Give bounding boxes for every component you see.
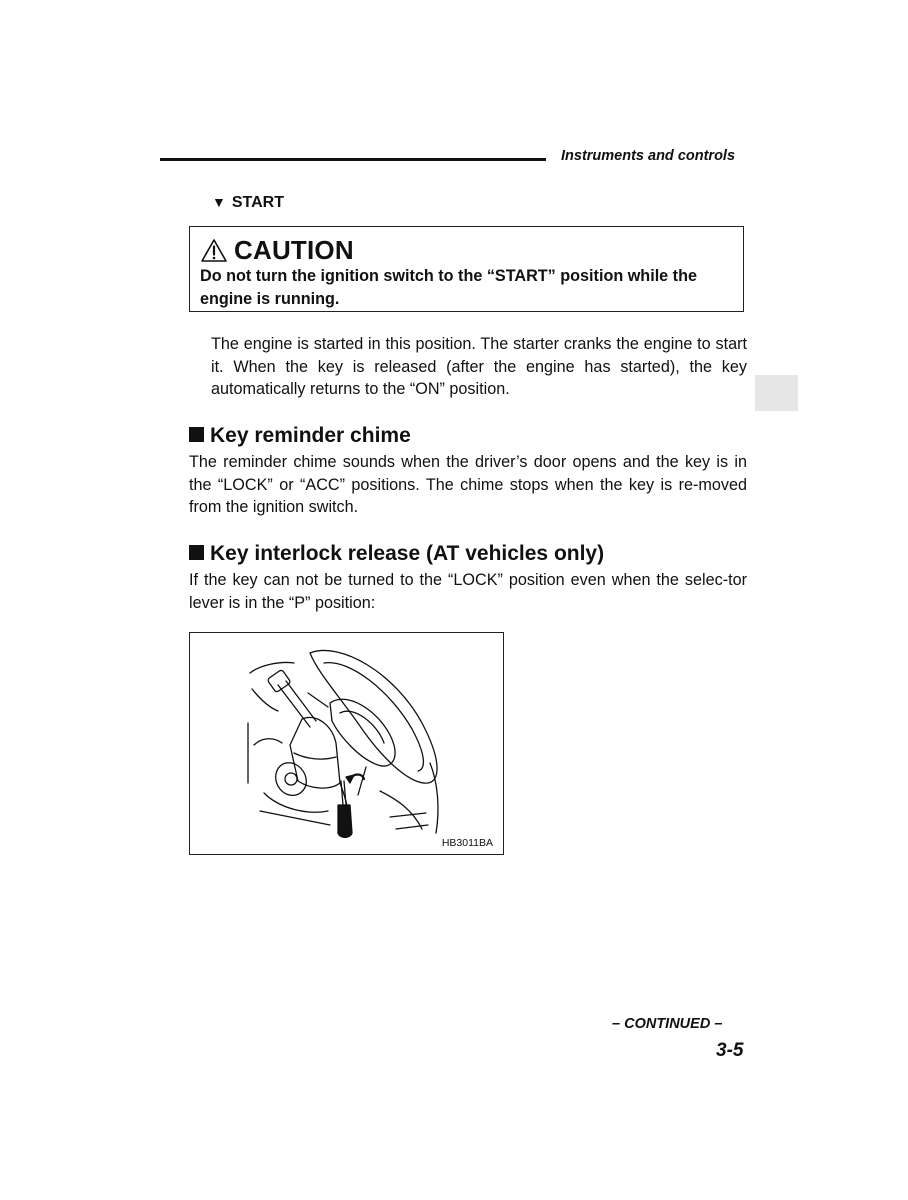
square-bullet-icon [189, 427, 204, 442]
key-interlock-paragraph: If the key can not be turned to the “LOCK” position even when the selec-tor lever is in the “P” position: [189, 571, 747, 612]
down-triangle-icon: ▼ [212, 194, 226, 210]
figure-box [189, 632, 504, 855]
header-rule [160, 158, 546, 161]
steering-column-illustration [190, 633, 504, 855]
warning-icon [200, 238, 228, 263]
figure-code: HB3011BA [441, 837, 493, 849]
subsection-heading [212, 194, 284, 212]
caution-header [200, 235, 354, 266]
section-tab [755, 375, 798, 411]
subsection-title: START [231, 194, 284, 211]
caution-box [189, 226, 744, 312]
key-interlock-heading [189, 542, 604, 566]
caution-title: CAUTION [234, 235, 354, 265]
key-interlock-heading-text: Key interlock release (AT vehicles only) [210, 542, 605, 565]
caution-text: Do not turn the ignition switch to the “START” position while the engine is running. [200, 267, 697, 308]
key-reminder-heading [189, 424, 411, 448]
start-paragraph: The engine is started in this position. The starter cranks the engine to start it. When the key is released (after the engine has started), the key automatically returns to the “ON” position. [211, 335, 747, 398]
section-title: Instruments and controls [561, 148, 736, 164]
square-bullet-icon [189, 545, 204, 560]
continued-label: – CONTINUED – [612, 1016, 723, 1032]
key-reminder-paragraph: The reminder chime sounds when the driver’s door opens and the key is in the “LOCK” or “ACC” positions. The chime stops when the key is re-moved from the ignition switch. [189, 453, 747, 516]
key-reminder-heading-text: Key reminder chime [210, 424, 411, 447]
page-number: 3-5 [716, 1040, 744, 1061]
